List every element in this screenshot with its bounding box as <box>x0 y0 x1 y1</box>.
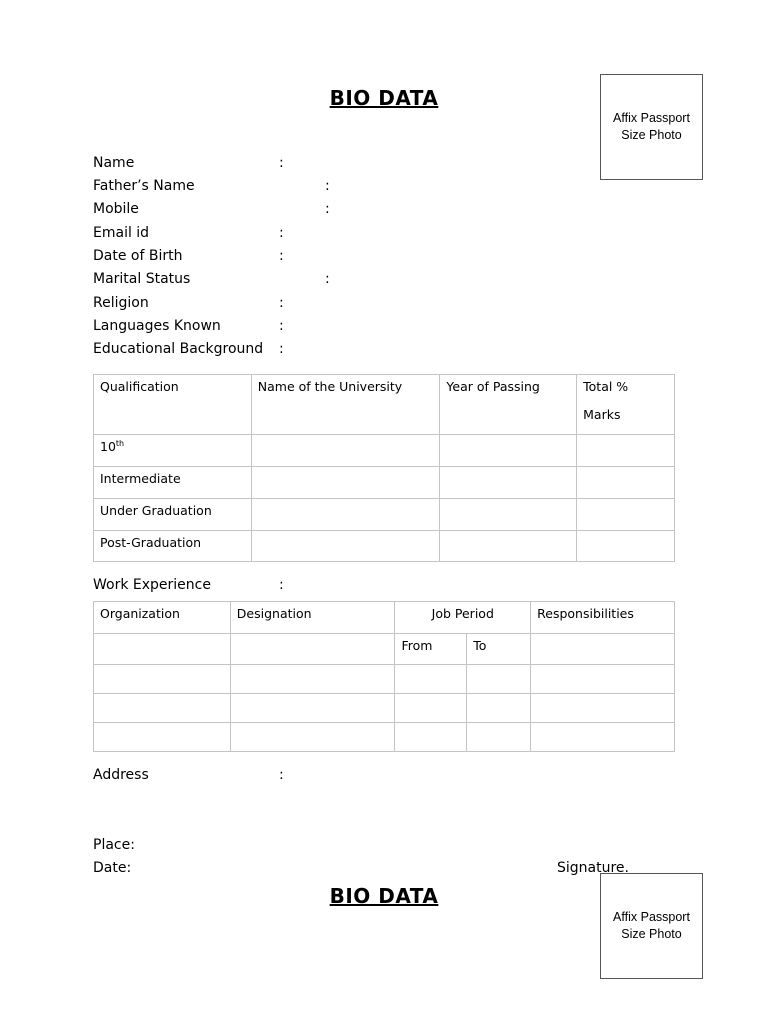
work-subheader-row <box>94 634 675 665</box>
row-intermediate: Intermediate <box>94 467 252 499</box>
table-cell[interactable] <box>230 694 395 723</box>
table-cell[interactable] <box>577 467 675 499</box>
table-cell[interactable] <box>467 694 531 723</box>
table-row <box>94 467 675 499</box>
mobile-label: Mobile <box>93 201 139 217</box>
languages-label: Languages Known <box>93 318 221 334</box>
photo-box-line1: Affix Passport <box>613 910 690 924</box>
table-cell[interactable] <box>230 665 395 694</box>
email-colon: : <box>279 225 284 241</box>
header-responsibilities: Responsibilities <box>531 602 675 634</box>
row-post-graduation: Post-Graduation <box>94 531 252 562</box>
table-cell[interactable] <box>251 531 440 562</box>
table-cell[interactable] <box>577 531 675 562</box>
work-experience-colon: : <box>279 577 284 593</box>
table-row <box>94 694 675 723</box>
education-label: Educational Background <box>93 341 264 357</box>
education-header-row <box>94 375 675 435</box>
table-cell[interactable] <box>94 665 231 694</box>
table-cell[interactable] <box>531 694 675 723</box>
header-university: Name of the University <box>251 375 440 435</box>
table-cell[interactable] <box>94 634 231 665</box>
table-cell[interactable] <box>531 665 675 694</box>
photo-box-line1: Affix Passport <box>613 111 690 125</box>
page-title: BIO DATA <box>329 86 439 110</box>
marital-status-colon: : <box>325 271 330 287</box>
header-to: To <box>467 634 531 665</box>
address-colon: : <box>279 767 284 783</box>
table-cell[interactable] <box>440 435 577 467</box>
mobile-colon: : <box>325 201 330 217</box>
email-label: Email id <box>93 225 150 241</box>
address-label: Address <box>93 767 149 783</box>
place-label: Place: <box>93 837 135 853</box>
table-row <box>94 665 675 694</box>
dob-colon: : <box>279 248 284 264</box>
table-cell[interactable] <box>531 634 675 665</box>
education-table <box>93 374 675 562</box>
date-label: Date: <box>93 860 132 876</box>
fathers-name-colon: : <box>325 178 330 194</box>
name-colon: : <box>279 155 284 171</box>
work-header-row <box>94 602 675 634</box>
row-under-graduation: Under Graduation <box>94 499 252 531</box>
table-cell[interactable] <box>395 694 467 723</box>
table-cell[interactable] <box>395 723 467 752</box>
table-cell[interactable] <box>395 665 467 694</box>
name-label: Name <box>93 155 135 171</box>
row-10th <box>94 435 252 467</box>
languages-colon: : <box>279 318 284 334</box>
table-cell[interactable] <box>94 723 231 752</box>
work-experience-label: Work Experience <box>93 577 211 593</box>
fathers-name-label: Father’s Name <box>93 178 195 194</box>
passport-photo-box <box>600 74 703 180</box>
page-title-repeat: BIO DATA <box>329 884 439 908</box>
religion-label: Religion <box>93 295 149 311</box>
table-cell[interactable] <box>251 435 440 467</box>
table-cell[interactable] <box>251 499 440 531</box>
table-cell[interactable] <box>440 499 577 531</box>
signature-label: Signature. <box>557 860 629 876</box>
marital-status-label: Marital Status <box>93 271 191 287</box>
religion-colon: : <box>279 295 284 311</box>
table-cell[interactable] <box>94 694 231 723</box>
header-total-line1: Total % <box>583 379 629 394</box>
table-cell[interactable] <box>251 467 440 499</box>
table-row <box>94 531 675 562</box>
table-cell[interactable] <box>531 723 675 752</box>
header-designation: Designation <box>230 602 395 634</box>
passport-photo-box-repeat <box>600 873 703 979</box>
header-organization: Organization <box>94 602 231 634</box>
photo-box-line2: Size Photo <box>621 927 682 941</box>
education-colon: : <box>279 341 284 357</box>
row-10th-label: 10 <box>100 439 116 455</box>
dob-label: Date of Birth <box>93 248 183 264</box>
table-cell[interactable] <box>440 531 577 562</box>
table-cell[interactable] <box>230 723 395 752</box>
header-year: Year of Passing <box>440 375 577 435</box>
table-cell[interactable] <box>230 634 395 665</box>
header-job-period: Job Period <box>395 602 531 634</box>
table-cell[interactable] <box>467 723 531 752</box>
table-cell[interactable] <box>440 467 577 499</box>
header-total-line2: Marks <box>583 407 621 422</box>
header-qualification: Qualification <box>94 375 252 435</box>
photo-box-line2: Size Photo <box>621 128 682 142</box>
table-cell[interactable] <box>577 435 675 467</box>
header-from: From <box>395 634 467 665</box>
table-row <box>94 723 675 752</box>
table-cell[interactable] <box>577 499 675 531</box>
work-experience-table <box>93 601 675 752</box>
table-cell[interactable] <box>467 665 531 694</box>
header-total-marks <box>577 375 675 435</box>
table-row <box>94 499 675 531</box>
table-row <box>94 435 675 467</box>
row-10th-sup: th <box>115 439 125 448</box>
